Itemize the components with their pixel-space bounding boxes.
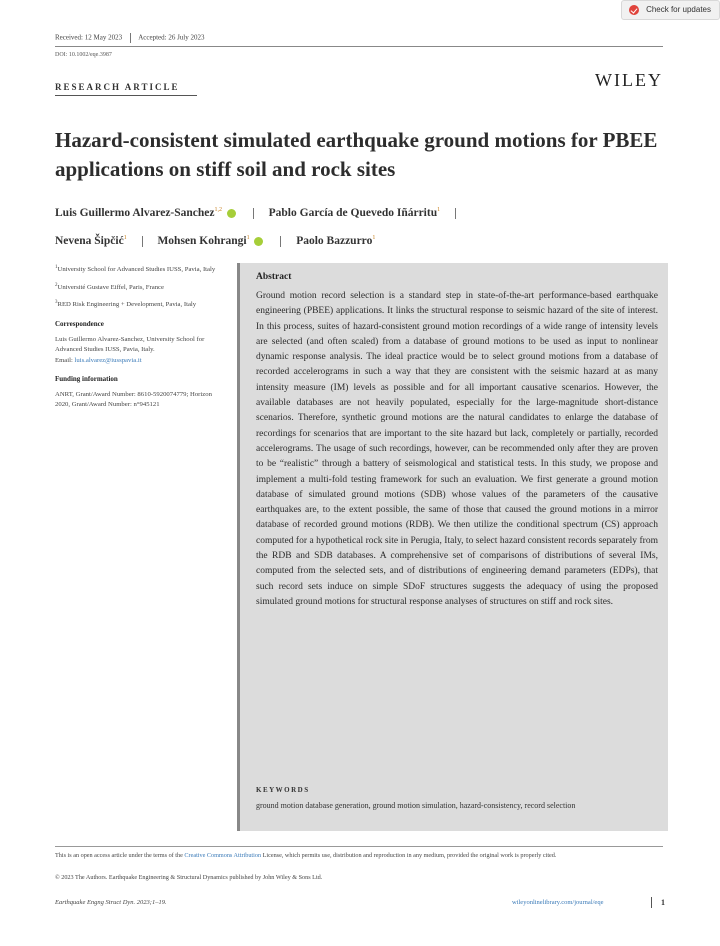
page-number: 1	[661, 898, 665, 907]
footer-url[interactable]: wileyonlinelibrary.com/journal/eqe	[512, 899, 604, 906]
affiliation-text: Université Gustave Eiffel, Paris, France	[57, 283, 164, 291]
doi: DOI: 10.1002/eqe.3987	[55, 52, 112, 58]
article-type-underline	[55, 95, 197, 96]
header-rule	[55, 46, 663, 47]
author-name[interactable]: Pablo García de Quevedo Iñárritu	[268, 206, 438, 219]
author-divider	[142, 236, 143, 247]
keywords-text: ground motion database generation, ground motion simulation, hazard-consistency, record selection	[256, 801, 576, 810]
paper-title: Hazard-consistent simulated earthquake ground motions for PBEE applications on stiff soil and rock sites	[55, 128, 658, 181]
author-name[interactable]: Luis Guillermo Alvarez-Sanchez	[55, 206, 215, 219]
abstract-text: Ground motion record selection is a standard step in state-of-the-art performance-based earthquake engineering (PBEE) applications. It links the structural response to seismic hazard of the site of interest. In this process, suites of hazard-consistent ground motion recordings of a wide range of intensity levels are selected (and often scaled) from a database of ground motions to be used as input to nonlinear dynamic response analysis. The ideal practice would be to select ground motions from a database of recorded accelerograms in such a way that they are consistent with the seismic hazard at as many intensity measure (IM) levels as possible and for all important causative scenarios. However, the available databases are not heavily populated, especially for the large-magnitude short-distance scenarios. Therefore, synthetic ground motions are the natural candidates to enlarge the database of recordings for scenarios that are important to the site hazard but lack, completely or partially, recorded accelerograms. The usage of such recordings, however, can be recommended only after they are proven to be “realistic” through a battery of seismological and statistical tests. In this study, we propose and implement a multi-fold testing framework for such an evaluation. We first generate a ground motion database of simulated ground motions (SDB) whose values of the parameters of the causative earthquakes are, to the extent possible, the same of those that caused the ground motions in a mirror database of recorded ground motions (RDB). We then utilize the conditional spectrum (CS) approach computed for a hypothetical rock site in Perugia, Italy, to select hazard consistent records separately from the RDB and SDB databases. A comprehensive set of comparisons of distributions of several IMs, computed from the selected sets, and of distributions of engineering demand parameters (EDPs), that such record sets induce on simple SDoF structures suggests the adequacy of using the proposed simulated ground motions for structural response analyses of structures on stiff and rock sites.	[256, 291, 658, 607]
affiliation	[55, 298, 225, 311]
affiliation-number: 1	[55, 265, 58, 270]
footer-journal: Earthquake Engng Struct Dyn. 2023;1–19.	[55, 899, 167, 906]
author-divider	[253, 208, 254, 219]
author-affiliation-marker: 1	[437, 207, 441, 213]
orcid-icon[interactable]	[254, 237, 263, 246]
article-dates	[55, 33, 205, 43]
check-updates-icon	[629, 5, 639, 15]
affiliation-text: University School for Advanced Studies IUSS, Pavia, Italy	[57, 266, 216, 274]
author-divider	[455, 208, 456, 219]
keywords-heading: KEYWORDS	[256, 786, 310, 794]
license-note	[55, 851, 665, 861]
affiliation-number: 2	[55, 282, 58, 288]
affiliation	[55, 281, 225, 294]
publisher-logo: WILEY	[595, 70, 663, 90]
correspondence-text: Luis Guillermo Alvarez-Sanchez, University School for Advanced Studies IUSS, Pavia, Italy.	[55, 335, 205, 354]
correspondence-body	[55, 335, 225, 367]
received-date: Received: 12 May 2023	[55, 33, 123, 42]
check-for-updates-label: Check for updates	[646, 5, 711, 14]
author-name[interactable]: Mohsen Kohrangi	[157, 234, 247, 247]
author-name[interactable]: Paolo Bazzurro	[296, 234, 373, 247]
footer-divider	[651, 897, 652, 908]
orcid-icon[interactable]	[227, 209, 236, 218]
abstract-heading: Abstract	[256, 272, 292, 282]
funding-body: ANRT, Grant/Award Number: 8610-5920074779; Horizon 2020, Grant/Award Number: n°945121	[55, 390, 212, 409]
author-affiliation-marker: 1	[246, 234, 250, 241]
author-affiliation-marker: 1	[123, 234, 127, 241]
author-name[interactable]: Nevena Šipčić	[55, 234, 124, 247]
accepted-date: Accepted: 26 July 2023	[138, 33, 205, 42]
copyright: © 2023 The Authors. Earthquake Engineering & Structural Dynamics published by John Wiley & Sons Ltd.	[55, 874, 323, 881]
funding-heading: Funding information	[55, 375, 118, 384]
footer-rule	[55, 846, 663, 847]
article-sidebar	[55, 263, 225, 416]
license-suffix: License, which permits use, distribution and reproduction in any medium, provided the original work is properly cited.	[262, 852, 557, 859]
license-prefix: This is an open access article under the terms of the	[55, 852, 183, 859]
affiliation	[55, 263, 225, 276]
license-link[interactable]: Creative Commons Attribution	[184, 852, 262, 859]
author-divider	[280, 236, 281, 247]
author-list	[55, 198, 665, 254]
affiliation-text: RED Risk Engineering + Development, Pavia, Italy	[57, 301, 197, 309]
email-label: Email:	[55, 356, 73, 364]
check-for-updates-button[interactable]	[621, 0, 720, 20]
article-type: RESEARCH ARTICLE	[55, 82, 180, 92]
date-divider	[130, 33, 131, 43]
author-affiliation-marker: 1	[372, 234, 376, 241]
email-link[interactable]: luis.alvarez@iusspavia.it	[74, 356, 142, 364]
author-affiliation-marker: 1,2	[214, 207, 223, 213]
abstract-panel	[237, 263, 668, 831]
affiliation-number: 3	[55, 300, 58, 306]
correspondence-heading: Correspondence	[55, 320, 104, 329]
